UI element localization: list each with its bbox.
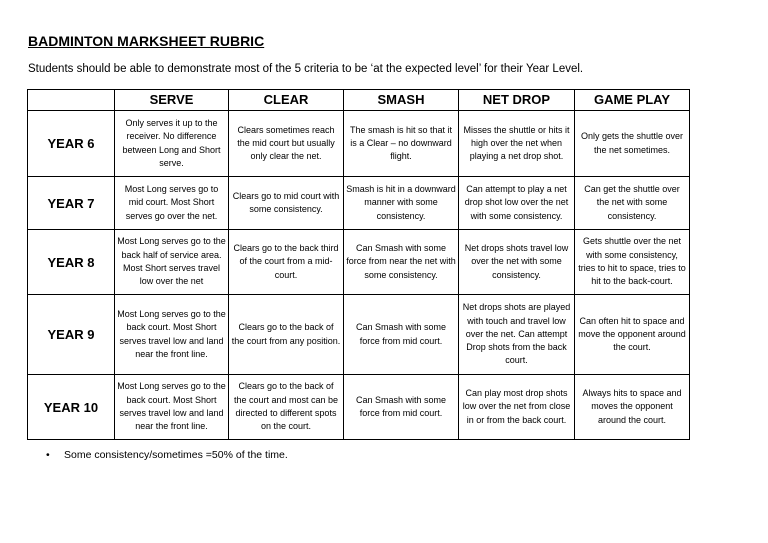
- header-clear: CLEAR: [229, 90, 344, 111]
- cell-game-play: Only gets the shuttle over the net sometimes.: [575, 111, 690, 177]
- year-label: YEAR 8: [28, 230, 115, 295]
- year-label: YEAR 10: [28, 375, 115, 440]
- cell-serve: Only serves it up to the receiver. No difference between Long and Short serve.: [115, 111, 229, 177]
- cell-smash: Smash is hit in a downward manner with some consistency.: [344, 177, 459, 230]
- header-smash: SMASH: [344, 90, 459, 111]
- row-year-6: [28, 111, 690, 177]
- cell-smash: Can Smash with some force from mid court.: [344, 375, 459, 440]
- row-year-8: [28, 230, 690, 295]
- row-year-10: [28, 375, 690, 440]
- cell-serve: Most Long serves go to the back half of service area. Most Short serves travel low over the net: [115, 230, 229, 295]
- cell-net-drop: Net drops shots travel low over the net with some consistency.: [459, 230, 575, 295]
- intro-text: Students should be able to demonstrate most of the 5 criteria to be ‘at the expected level’ for their Year Level.: [28, 63, 584, 75]
- cell-game-play: Gets shuttle over the net with some consistency, tries to hit to space, tries to hit to the back-court.: [575, 230, 690, 295]
- header-serve: SERVE: [115, 90, 229, 111]
- bullet-icon: •: [46, 449, 50, 461]
- cell-net-drop: Misses the shuttle or hits it high over the net when playing a net drop shot.: [459, 111, 575, 177]
- row-year-9: [28, 295, 690, 375]
- header-game-play: GAME PLAY: [575, 90, 690, 111]
- cell-net-drop: Net drops shots are played with touch and travel low over the net. Can attempt Drop shots from the back court.: [459, 295, 575, 375]
- year-label: YEAR 9: [28, 295, 115, 375]
- year-label: YEAR 6: [28, 111, 115, 177]
- cell-smash: Can Smash with some force from near the net with some consistency.: [344, 230, 459, 295]
- cell-serve: Most Long serves go to the back court. Most Short serves travel low and land near the front line.: [115, 375, 229, 440]
- cell-net-drop: Can attempt to play a net drop shot low over the net with some consistency.: [459, 177, 575, 230]
- rubric-table: [27, 89, 690, 440]
- cell-game-play: Always hits to space and moves the opponent around the court.: [575, 375, 690, 440]
- footnote: [46, 449, 288, 461]
- header-row: [28, 90, 690, 111]
- page-title: BADMINTON MARKSHEET RUBRIC: [28, 33, 265, 49]
- cell-clear: Clears go to the back third of the court from a mid-court.: [229, 230, 344, 295]
- cell-serve: Most Long serves go to the back court. Most Short serves travel low and land near the front line.: [115, 295, 229, 375]
- cell-game-play: Can get the shuttle over the net with some consistency.: [575, 177, 690, 230]
- cell-clear: Clears go to the back of the court from any position.: [229, 295, 344, 375]
- cell-clear: Clears go to mid court with some consistency.: [229, 177, 344, 230]
- footnote-text: Some consistency/sometimes =50% of the time.: [64, 449, 288, 461]
- cell-clear: Clears sometimes reach the mid court but usually only clear the net.: [229, 111, 344, 177]
- cell-net-drop: Can play most drop shots low over the net from close in or from the back court.: [459, 375, 575, 440]
- cell-smash: The smash is hit so that it is a Clear – no downward flight.: [344, 111, 459, 177]
- year-label: YEAR 7: [28, 177, 115, 230]
- cell-smash: Can Smash with some force from mid court.: [344, 295, 459, 375]
- cell-game-play: Can often hit to space and move the opponent around the court.: [575, 295, 690, 375]
- corner-cell: [28, 90, 115, 111]
- row-year-7: [28, 177, 690, 230]
- header-net-drop: NET DROP: [459, 90, 575, 111]
- cell-serve: Most Long serves go to mid court. Most Short serves go over the net.: [115, 177, 229, 230]
- cell-clear: Clears go to the back of the court and most can be directed to different spots on the court.: [229, 375, 344, 440]
